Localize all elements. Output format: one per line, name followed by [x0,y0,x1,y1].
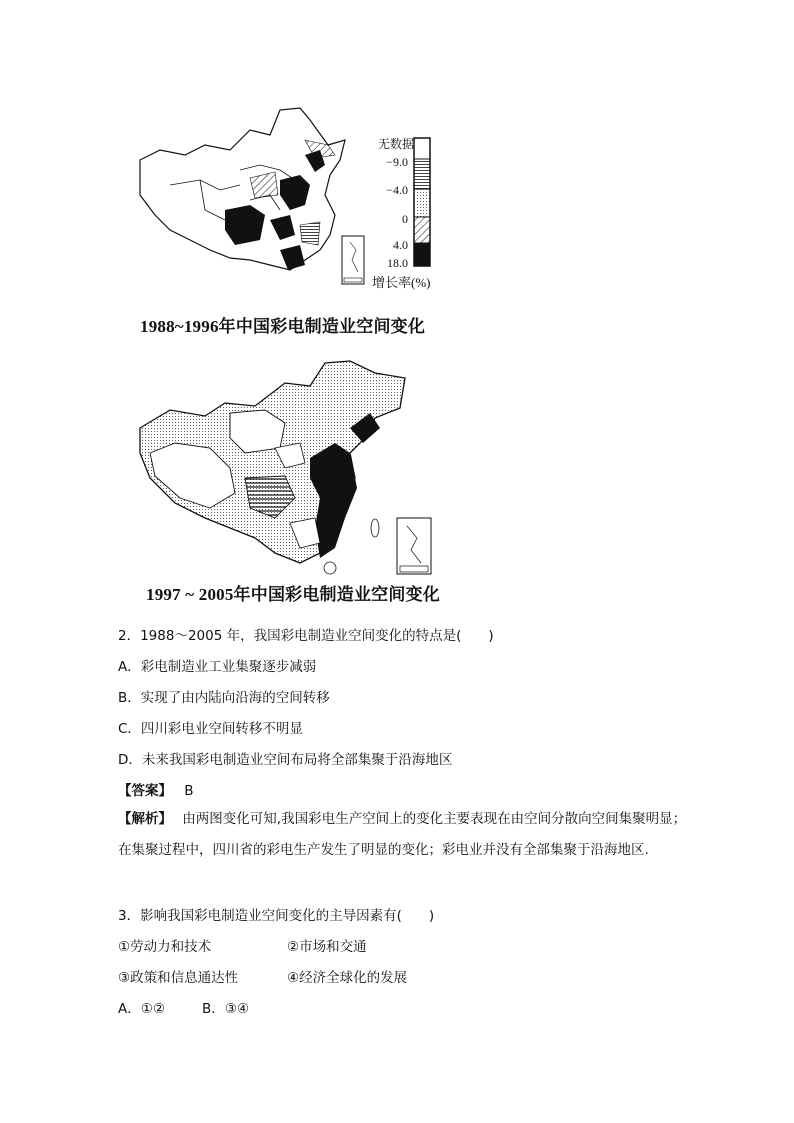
legend-label-1: −9.0 [386,155,408,169]
q3-item-3: ③政策和信息通达性 [118,970,239,986]
legend-label-5: 18.0 [387,256,408,270]
q2-option-b: B．实现了由内陆向沿海的空间转移 [118,690,330,706]
q2-option-d: D．未来我国彩电制造业空间布局将全部集聚于沿海地区 [118,752,453,768]
map-1997-2005 [135,358,445,576]
region-sichuan [225,205,265,245]
q2-analysis [118,804,688,866]
q3-item-1: ①劳动力和技术 [118,939,212,955]
answer-value: B [184,783,194,799]
q2-stem: 2．1988～2005 年，我国彩电制造业空间变化的特点是( ) [118,628,494,644]
q3-stem: 3．影响我国彩电制造业空间变化的主导因素有( ) [118,908,435,924]
legend-label-nodata: 无数据 [377,137,414,151]
q3-item-4: ④经济全球化的发展 [287,970,408,986]
map2-caption: 1997 ~ 2005年中国彩电制造业空间变化 [146,585,440,604]
legend-label-2: −4.0 [386,183,408,197]
legend-label-4: 4.0 [393,238,408,252]
q3-item-2: ②市场和交通 [287,939,367,955]
q2-option-a: A．彩电制造业工业集聚逐步减弱 [118,659,317,675]
q2-answer [118,779,194,799]
q3-option-a: A．①② [118,1001,165,1017]
legend-scale [413,137,431,267]
legend-unit: 增长率(%) [372,275,431,290]
analysis-label: 【解析】 [118,811,172,827]
map1-caption: 1988~1996年中国彩电制造业空间变化 [140,317,426,336]
q3-option-b: B．③④ [202,1001,249,1017]
map-1988-1996 [130,100,460,295]
china-outline [140,108,345,270]
answer-label: 【答案】 [118,783,172,799]
analysis-text: 由两图变化可知,我国彩电生产空间上的变化主要表现在由空间分散向空间集聚明显；在集聚过程中，四川省的彩电生产发生了明显的变化；彩电业并没有全部集聚于沿海地区. [118,811,687,858]
legend-label-3: 0 [402,212,408,226]
q2-option-c: C．四川彩电业空间转移不明显 [118,721,303,737]
